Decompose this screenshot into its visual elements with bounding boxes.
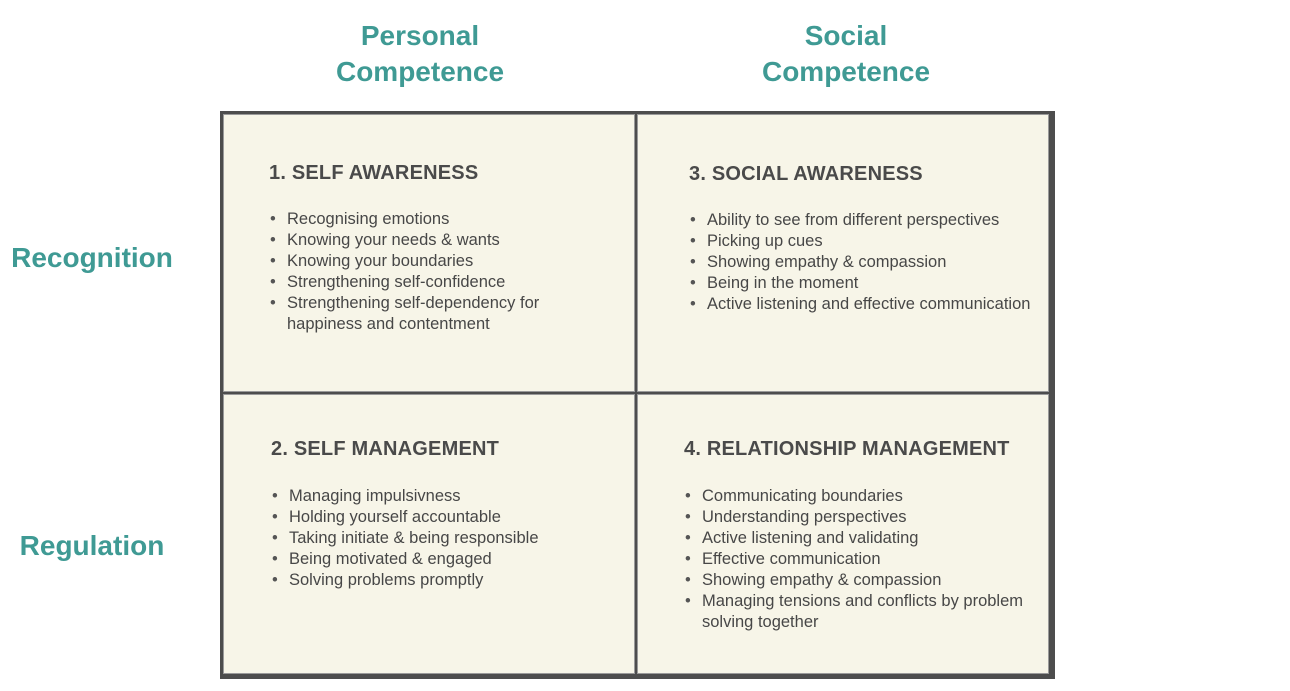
column-header-social-competence <box>696 18 996 90</box>
list-item: • Showing empathy & compassion <box>702 570 1042 591</box>
quadrant-title: 1. SELF AWARENESS <box>269 162 479 184</box>
quadrant-list <box>684 486 1042 633</box>
list-item: • Understanding perspectives <box>702 507 1042 528</box>
list-item: • Holding yourself accountable <box>289 507 609 528</box>
quadrant-title: 4. RELATIONSHIP MANAGEMENT <box>684 438 1010 460</box>
list-item: • Being in the moment <box>707 273 1047 294</box>
column-header-line: Personal <box>360 20 480 51</box>
list-item: • Strengthening self-confidence <box>287 272 607 293</box>
list-item: • Active listening and validating <box>702 528 1042 549</box>
list-item: • Knowing your needs & wants <box>287 230 607 251</box>
list-item: • Ability to see from different perspectives <box>707 210 1047 231</box>
list-item: • Active listening and effective communication <box>707 294 1047 315</box>
row-header-regulation: Regulation <box>19 530 165 561</box>
list-item: • Managing tensions and conflicts by problem solving together <box>702 591 1042 633</box>
list-item: • Communicating boundaries <box>702 486 1042 507</box>
column-header-line: Competence <box>761 56 931 87</box>
list-item: • Recognising emotions <box>287 209 607 230</box>
quadrant-list <box>269 209 607 335</box>
quadrant-self-awareness <box>223 114 635 392</box>
list-item: • Managing impulsivness <box>289 486 609 507</box>
list-item: • Knowing your boundaries <box>287 251 607 272</box>
quadrant-self-management <box>223 394 635 674</box>
list-item: • Strengthening self-dependency for happiness and contentment <box>287 293 607 335</box>
list-item: • Showing empathy & compassion <box>707 252 1047 273</box>
row-header-recognition: Recognition <box>11 242 173 273</box>
quadrant-relationship-management <box>637 394 1049 674</box>
list-item: • Solving problems promptly <box>289 570 609 591</box>
list-item: • Taking initiate & being responsible <box>289 528 609 549</box>
quadrant-title: 3. SOCIAL AWARENESS <box>689 163 923 185</box>
quadrant-social-awareness <box>637 114 1049 392</box>
list-item: • Being motivated & engaged <box>289 549 609 570</box>
quadrant-title: 2. SELF MANAGEMENT <box>271 438 500 460</box>
list-item: • Effective communication <box>702 549 1042 570</box>
list-item: • Picking up cues <box>707 231 1047 252</box>
column-header-personal-competence <box>270 18 570 90</box>
column-header-line: Competence <box>335 56 505 87</box>
column-header-line: Social <box>804 20 888 51</box>
quadrant-list <box>271 486 609 591</box>
quadrant-list <box>689 210 1047 315</box>
competence-matrix <box>220 111 1055 679</box>
